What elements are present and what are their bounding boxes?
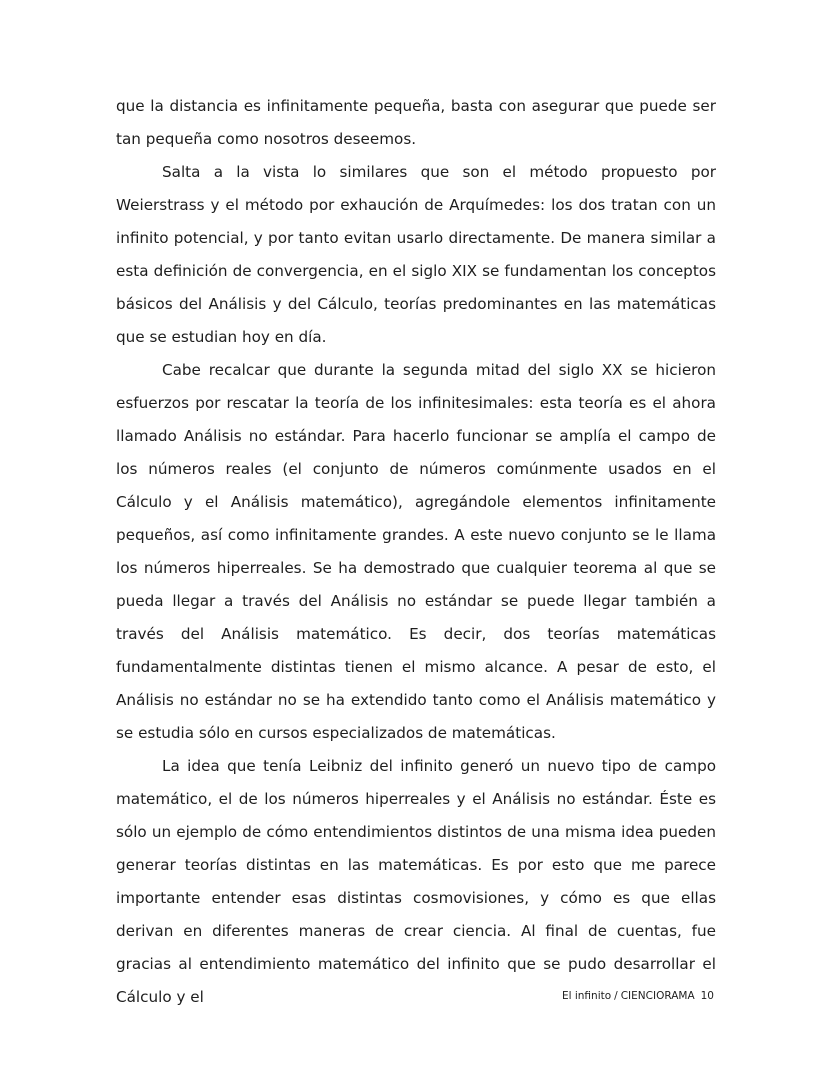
footer-title: El infinito: [561, 990, 612, 1002]
body-text: [116, 90, 716, 1014]
paragraph-weierstrass: Salta a la vista lo similares que son el método propuesto por Weierstrass y el método por exhaución de Arquímedes: los dos tratan con un infinito potencial, y por tanto evitan usarlo directamente. De manera similar a esta definición de convergencia, en el siglo XIX se fundamentan los conceptos básicos del Análisis y del Cálculo, teorías predominantes en las matemáticas que se estudian hoy en día.: [116, 163, 716, 346]
page-footer: [562, 990, 714, 1002]
paragraph-nonstandard-analysis: Cabe recalcar que durante la segunda mitad del siglo XX se hicieron esfuerzos por rescatar la teoría de los infinitesimales: esta teoría es el ahora llamado Análisis no estándar. Para hacerlo funcionar se amplía el campo de los números reales (el conjunto de números comúnmente usados en el Cálculo y el Análisis matemático), agregándole elementos infinitamente pequeños, así como infinitamente grandes. A este nuevo conjunto se le llama los números hiperreales. Se ha demostrado que cualquier teorema al que se pueda llegar a través del Análisis no estándar se puede llegar también a través del Análisis matemático. Es decir, dos teorías matemáticas fundamentalmente distintas tienen el mismo alcance. A pesar de esto, el Análisis no estándar no se ha extendido tanto como el Análisis matemático y se estudia sólo en cursos especializados de matemáticas.: [116, 361, 716, 742]
page-number: 10: [700, 990, 714, 1002]
footer-publication: CIENCIORAMA: [620, 990, 695, 1002]
paragraph-continuation: que la distancia es infinitamente pequeña, basta con asegurar que puede ser tan pequeña como nosotros deseemos.: [116, 97, 716, 148]
paragraph-leibniz: La idea que tenía Leibniz del infinito generó un nuevo tipo de campo matemático, el de los números hiperreales y el Análisis no estándar. Éste es sólo un ejemplo de cómo entendimientos distintos de una misma idea pueden generar teorías distintas en las matemáticas. Es por esto que me parece importante entender esas distintas cosmovisiones, y cómo es que ellas derivan en diferentes maneras de crear ciencia. Al final de cuentas, fue gracias al entendimiento matemático del infinito que se pudo desarrollar el Cálculo y el: [116, 757, 716, 1006]
footer-separator: /: [614, 990, 618, 1002]
